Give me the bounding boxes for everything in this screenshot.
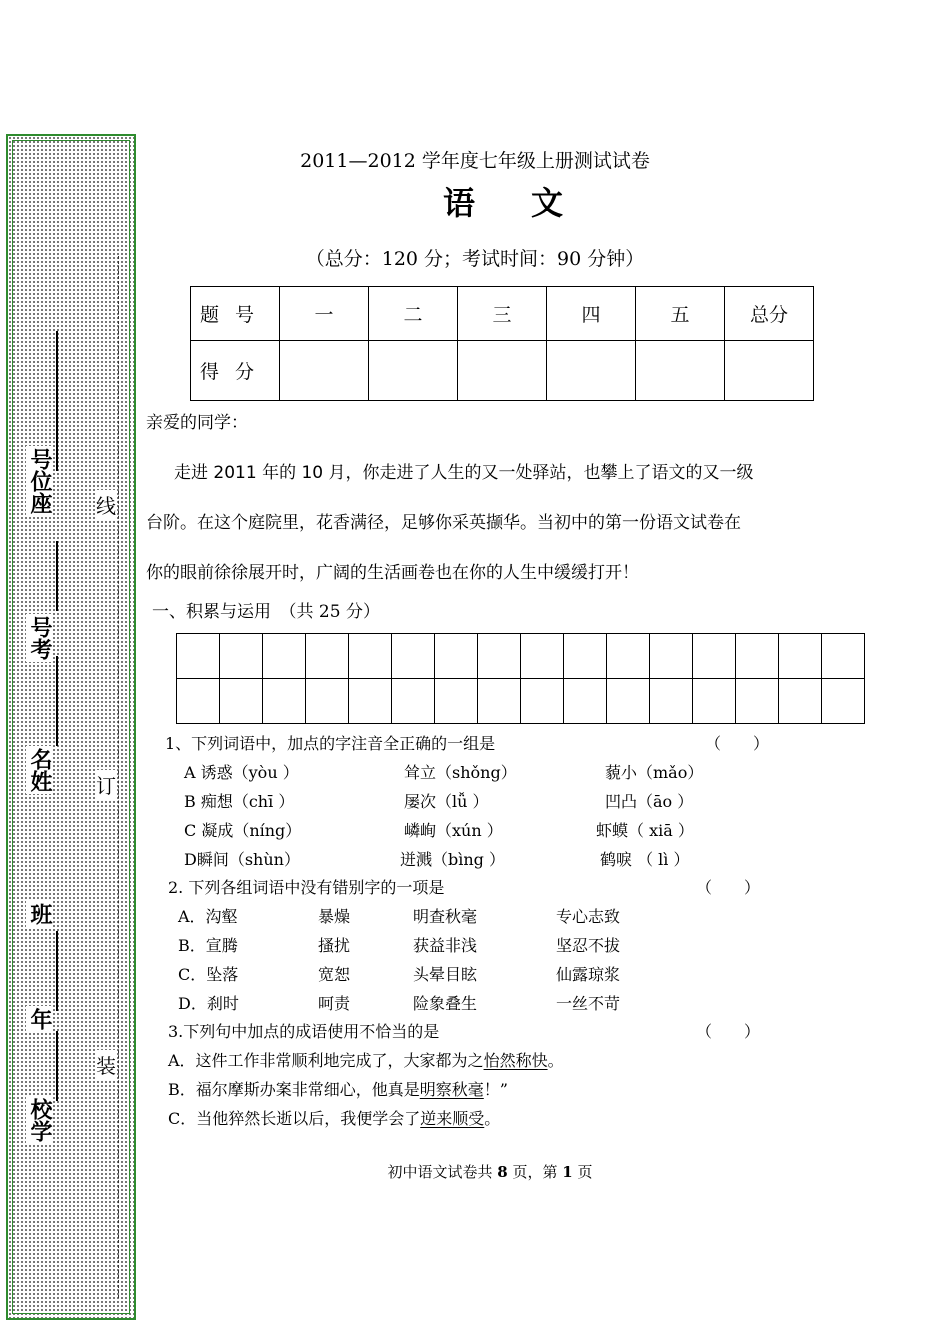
footer-text: 初中语文试卷共	[387, 1163, 498, 1181]
q3-option-a-end: 。	[547, 1051, 564, 1070]
q1-option-b-1: B 痴想（chī ）	[184, 792, 295, 811]
q3-option-a	[168, 1048, 564, 1071]
grid-cell[interactable]	[263, 679, 306, 724]
grid-cell[interactable]	[220, 679, 263, 724]
seat-number-label: 号位座	[27, 448, 52, 514]
grade-blank	[56, 1031, 58, 1101]
footer-text: 页	[572, 1163, 593, 1181]
q1-option-d-1: D瞬间（shùn）	[184, 850, 300, 869]
grid-cell[interactable]	[822, 679, 865, 724]
exam-info: （总分：120 分；考试时间：90 分钟）	[305, 248, 645, 270]
score-table-col: 总分	[725, 287, 814, 341]
q2-option-a-1: A．沟壑	[178, 907, 238, 926]
grid-cell[interactable]	[779, 634, 822, 679]
grid-cell[interactable]	[779, 679, 822, 724]
grid-cell[interactable]	[177, 679, 220, 724]
q1-option-a-1: A 诱惑（yòu ）	[184, 763, 299, 782]
q3-option-c-end: 。	[484, 1109, 501, 1128]
q2-option-d-1: D．刹时	[178, 994, 239, 1013]
bind-mark-staple: 订	[96, 770, 116, 799]
q1-option-b-3: 凹凸（āo ）	[605, 792, 694, 811]
name-blank	[56, 656, 58, 746]
grid-cell[interactable]	[564, 679, 607, 724]
score-cell[interactable]	[725, 341, 814, 401]
score-table-col: 五	[636, 287, 725, 341]
score-table	[190, 286, 814, 401]
section-title: 一、积累与运用 （共 25 分）	[152, 602, 380, 622]
grid-cell[interactable]	[736, 679, 779, 724]
question-3-stem: 3.下列句中加点的成语使用不恰当的是	[168, 1022, 440, 1041]
class-blank	[56, 931, 58, 1011]
score-table-row-label: 得分	[191, 341, 280, 401]
intro-line: 走进 2011 年的 10 月，你走进了人生的又一处驿站，也攀上了语文的又一级	[174, 463, 754, 483]
q3-option-b-end: ！”	[483, 1080, 508, 1099]
score-cell[interactable]	[636, 341, 725, 401]
question-2-stem: 2. 下列各组词语中没有错别字的一项是	[168, 878, 445, 897]
score-cell[interactable]	[369, 341, 458, 401]
grid-cell[interactable]	[263, 634, 306, 679]
score-table-col: 三	[458, 287, 547, 341]
writing-grid-row	[177, 679, 865, 724]
q2-option-c-4: 仙露琼浆	[556, 965, 621, 984]
intro-line: 你的眼前徐徐展开时，广阔的生活画卷也在你的人生中缓缓打开！	[146, 563, 639, 583]
grid-cell[interactable]	[349, 634, 392, 679]
grid-cell[interactable]	[564, 634, 607, 679]
binding-margin	[6, 134, 136, 1320]
grid-cell[interactable]	[693, 634, 736, 679]
grid-cell[interactable]	[478, 679, 521, 724]
intro-line: 台阶。在这个庭院里，花香满径，足够你采英撷华。当初中的第一份语文试卷在	[146, 513, 741, 533]
q1-option-b-2: 屡次（lǚ ）	[404, 792, 489, 811]
q3-option-b	[168, 1077, 508, 1100]
score-table-col: 一	[280, 287, 369, 341]
grid-cell[interactable]	[220, 634, 263, 679]
writing-grid-row	[177, 634, 865, 679]
q2-option-b-4: 坚忍不拔	[556, 936, 621, 955]
name-label: 名姓	[27, 748, 52, 792]
q3-option-a-text: A．这件工作非常顺利地完成了，大家都为之	[168, 1051, 484, 1070]
q2-option-a-2: 暴燥	[318, 907, 351, 926]
bind-mark-bind: 装	[96, 1050, 116, 1079]
score-table-col: 二	[369, 287, 458, 341]
seat-number-blank	[56, 331, 58, 471]
q1-option-c-2: 嶙峋（xún ）	[404, 821, 503, 840]
grid-cell[interactable]	[392, 679, 435, 724]
q2-option-c-3: 头晕目眩	[413, 965, 478, 984]
exam-title: 2011—2012 学年度七年级上册测试试卷	[300, 150, 650, 172]
score-cell[interactable]	[547, 341, 636, 401]
q3-option-b-idiom: 明察秋毫	[419, 1080, 484, 1099]
grid-cell[interactable]	[693, 679, 736, 724]
grid-cell[interactable]	[650, 679, 693, 724]
grid-cell[interactable]	[607, 634, 650, 679]
score-table-col: 四	[547, 287, 636, 341]
cut-line	[118, 256, 119, 1298]
q1-option-a-2: 耸立（shǒng）	[404, 763, 517, 782]
grid-cell[interactable]	[306, 679, 349, 724]
question-1-stem: 1、下列词语中，加点的字注音全正确的一组是	[165, 734, 496, 753]
question-2-answer-blank[interactable]: （ ）	[696, 878, 761, 897]
q2-option-c-2: 宽恕	[318, 965, 351, 984]
grade-label: 年	[27, 1008, 52, 1030]
grid-cell[interactable]	[435, 634, 478, 679]
q3-option-c-idiom: 逆来顺受	[420, 1109, 485, 1128]
q2-option-d-2: 呵责	[318, 994, 351, 1013]
footer-text: 页，第	[507, 1163, 563, 1181]
score-table-header-row	[191, 287, 814, 341]
writing-grid[interactable]	[176, 633, 865, 724]
q2-option-a-3: 明查秋毫	[413, 907, 478, 926]
grid-cell[interactable]	[478, 634, 521, 679]
intro-greeting: 亲爱的同学：	[146, 413, 248, 433]
grid-cell[interactable]	[306, 634, 349, 679]
grid-cell[interactable]	[650, 634, 693, 679]
q2-option-a-4: 专心志致	[556, 907, 621, 926]
q1-option-d-3: 鹤唳 （ lì ）	[600, 850, 690, 869]
q2-option-b-3: 获益非浅	[413, 936, 478, 955]
grid-cell[interactable]	[521, 679, 564, 724]
q2-option-b-2: 搔扰	[318, 936, 351, 955]
grid-cell[interactable]	[822, 634, 865, 679]
grid-cell[interactable]	[521, 634, 564, 679]
score-cell[interactable]	[458, 341, 547, 401]
class-label: 班	[27, 903, 52, 925]
q2-option-d-4: 一丝不苛	[556, 994, 621, 1013]
grid-cell[interactable]	[392, 634, 435, 679]
footer-total-pages: 8	[497, 1163, 508, 1181]
score-cell[interactable]	[280, 341, 369, 401]
grid-cell[interactable]	[177, 634, 220, 679]
q1-option-c-1: C 凝成（níng）	[184, 821, 302, 840]
question-3-answer-blank[interactable]: （ ）	[696, 1022, 761, 1041]
q2-option-b-1: B．宣腾	[178, 936, 238, 955]
bind-mark-line: 线	[96, 490, 116, 519]
school-label: 校学	[27, 1098, 52, 1142]
q1-option-d-2: 迸溅（bìng ）	[400, 850, 505, 869]
q3-option-c	[168, 1106, 500, 1129]
grid-cell[interactable]	[435, 679, 478, 724]
q1-option-c-3: 虾蟆（ xiā ）	[596, 821, 694, 840]
subject-title: 语文	[442, 184, 619, 222]
footer-page-number: 1	[562, 1163, 573, 1181]
q3-option-a-idiom: 怡然称快	[483, 1051, 548, 1070]
q2-option-d-3: 险象叠生	[413, 994, 478, 1013]
grid-cell[interactable]	[736, 634, 779, 679]
q2-option-c-1: C．坠落	[178, 965, 239, 984]
q3-option-c-text: C．当他猝然长逝以后，我便学会了	[168, 1109, 421, 1128]
grid-cell[interactable]	[607, 679, 650, 724]
score-table-score-row	[191, 341, 814, 401]
score-table-row-label: 题号	[191, 287, 280, 341]
grid-cell[interactable]	[349, 679, 392, 724]
exam-number-blank	[56, 541, 58, 611]
q1-option-a-3: 藐小（mǎo）	[605, 763, 704, 782]
q3-option-b-text: B．福尔摩斯办案非常细心，他真是	[168, 1080, 420, 1099]
exam-number-label: 号考	[27, 616, 52, 660]
page-footer	[0, 1161, 950, 1182]
question-1-answer-blank[interactable]: （ ）	[705, 734, 770, 753]
